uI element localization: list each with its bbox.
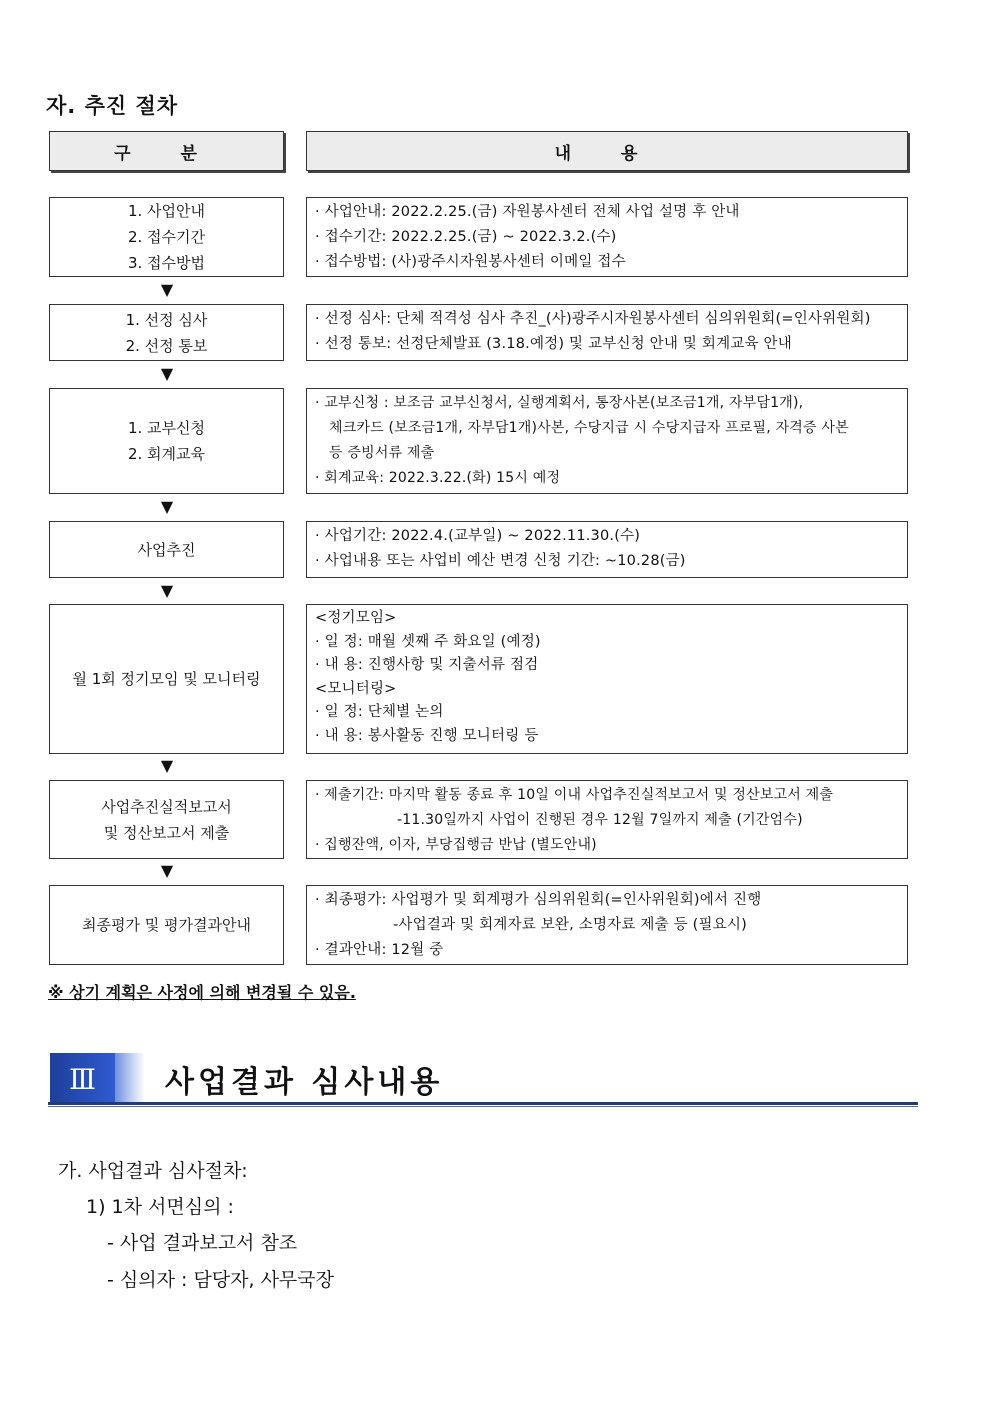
- step-5-line-2: · 일 정: 매월 셋째 주 화요일 (예정): [315, 633, 541, 650]
- step-3-label-1: 1. 교부신청: [127, 419, 206, 437]
- step-4-content: [306, 521, 908, 578]
- step-7-content: [306, 885, 908, 965]
- body-line-3: - 사업 결과보고서 참조: [107, 1232, 298, 1254]
- step-5-line-5: · 일 정: 단체별 논의: [315, 704, 444, 720]
- step-3-line-2: 체크카드 (보조금1개, 자부담1개)사본, 수당지급 시 수당지급자 프로필, 자격증 사본: [329, 420, 849, 436]
- step-5-line-3: · 내 용: 진행사항 및 지출서류 점검: [315, 657, 539, 673]
- chapter-underline: [48, 1102, 918, 1105]
- chapter-underline-thin: [48, 1106, 918, 1107]
- chapter-badge-gradient: [115, 1053, 145, 1105]
- step-3-label-2: 2. 회계교육: [127, 445, 206, 463]
- step-1-label-3: 3. 접수방법: [127, 254, 206, 272]
- step-1-line-2: · 접수기간: 2022.2.25.(금) ~ 2022.3.2.(수): [315, 229, 617, 245]
- step-1-content: [306, 197, 908, 277]
- step-3-category: [49, 388, 284, 494]
- step-1-label-1: 1. 사업안내: [127, 202, 206, 220]
- header-content: [306, 131, 908, 171]
- step-4-category: [49, 521, 284, 578]
- arrow-down-icon: ▼: [160, 861, 174, 880]
- step-4-line-2: · 사업내용 또는 사업비 예산 변경 신청 기간: ~10.28(금): [315, 553, 686, 569]
- body-line-4: - 심의자 : 담당자, 사무국장: [107, 1269, 334, 1291]
- step-6-category: [49, 780, 284, 859]
- step-5-label-1: 월 1회 정기모임 및 모니터링: [72, 670, 261, 688]
- step-6-label-2: 및 정산보고서 제출: [103, 823, 230, 842]
- step-7-category: [49, 885, 284, 965]
- body-line-2: 1) 1차 서면심의 :: [86, 1196, 234, 1218]
- step-2-category: [49, 304, 284, 361]
- arrow-down-icon: ▼: [160, 364, 174, 383]
- step-7-line-3: · 결과안내: 12월 중: [315, 942, 444, 958]
- step-1-line-3: · 접수방법: (사)광주시자원봉사센터 이메일 접수: [315, 254, 626, 270]
- chapter-number-badge: [50, 1053, 115, 1105]
- change-notice: ※ 상기 계획은 사정에 의해 변경될 수 있음.: [48, 983, 356, 1002]
- step-2-label-1: 1. 선정 심사: [125, 310, 208, 329]
- step-1-label-2: 2. 접수기간: [127, 228, 206, 246]
- step-6-line-1: · 제출기간: 마지막 활동 종료 후 10일 이내 사업추진실적보고서 및 정산보고서 제출: [315, 787, 834, 803]
- step-5-line-6: · 내 용: 봉사활동 진행 모니터링 등: [315, 727, 539, 744]
- step-1-line-1: · 사업안내: 2022.2.25.(금) 자원봉사센터 전체 사업 설명 후 안내: [315, 204, 740, 220]
- step-6-label-1: 사업추진실적보고서: [101, 797, 232, 816]
- arrow-down-icon: ▼: [160, 756, 174, 775]
- body-line-1: 가. 사업결과 심사절차:: [58, 1160, 248, 1182]
- chapter-number: Ⅲ: [68, 1062, 96, 1096]
- step-7-line-1: · 최종평가: 사업평가 및 회계평가 심의위원회(=인사위원회)에서 진행: [315, 892, 762, 908]
- step-3-line-1: · 교부신청 : 보조금 교부신청서, 실행계획서, 통장사본(보조금1개, 자부담1개),: [315, 395, 804, 411]
- step-4-line-1: · 사업기간: 2022.4.(교부일) ~ 2022.11.30.(수): [315, 528, 641, 544]
- step-3-content: [306, 388, 908, 494]
- step-2-content: [306, 304, 908, 361]
- arrow-down-icon: ▼: [160, 497, 174, 516]
- chapter-title: 사업결과 심사내용: [165, 1065, 444, 1100]
- arrow-down-icon: ▼: [160, 280, 174, 299]
- step-6-content: [306, 780, 908, 859]
- step-2-label-2: 2. 선정 통보: [125, 336, 208, 355]
- step-5-line-1: <정기모임>: [315, 610, 397, 626]
- step-3-line-3: 등 증빙서류 제출: [329, 445, 435, 461]
- step-4-label-1: 사업추진: [137, 540, 196, 559]
- section-title: 자. 추진 절차: [46, 94, 179, 118]
- header-category-label: 구 분: [114, 143, 219, 164]
- step-6-line-2: -11.30일까지 사업이 진행된 경우 12월 7일까지 제출 (기간엄수): [397, 812, 803, 828]
- arrow-down-icon: ▼: [160, 581, 174, 600]
- step-1-category: [49, 197, 284, 277]
- step-5-category: [49, 604, 284, 754]
- step-7-line-2: -사업결과 및 회계자료 보완, 소명자료 제출 등 (필요시): [393, 917, 747, 933]
- step-5-line-4: <모니터링>: [315, 680, 397, 697]
- step-3-line-4: · 회계교육: 2022.3.22.(화) 15시 예정: [315, 470, 561, 486]
- step-2-line-2: · 선정 통보: 선정단체발표 (3.18.예정) 및 교부신청 안내 및 회계교육 안내: [315, 336, 792, 352]
- header-content-label: 내 용: [554, 143, 660, 164]
- header-category: [49, 131, 284, 171]
- step-7-label-1: 최종평가 및 평가결과안내: [82, 916, 251, 934]
- step-6-line-3: · 집행잔액, 이자, 부당집행금 반납 (별도안내): [315, 837, 597, 853]
- step-5-content: [306, 604, 908, 754]
- step-2-line-1: · 선정 심사: 단체 적격성 심사 추진_(사)광주시자원봉사센터 심의위원회(=인사위원회): [315, 311, 871, 327]
